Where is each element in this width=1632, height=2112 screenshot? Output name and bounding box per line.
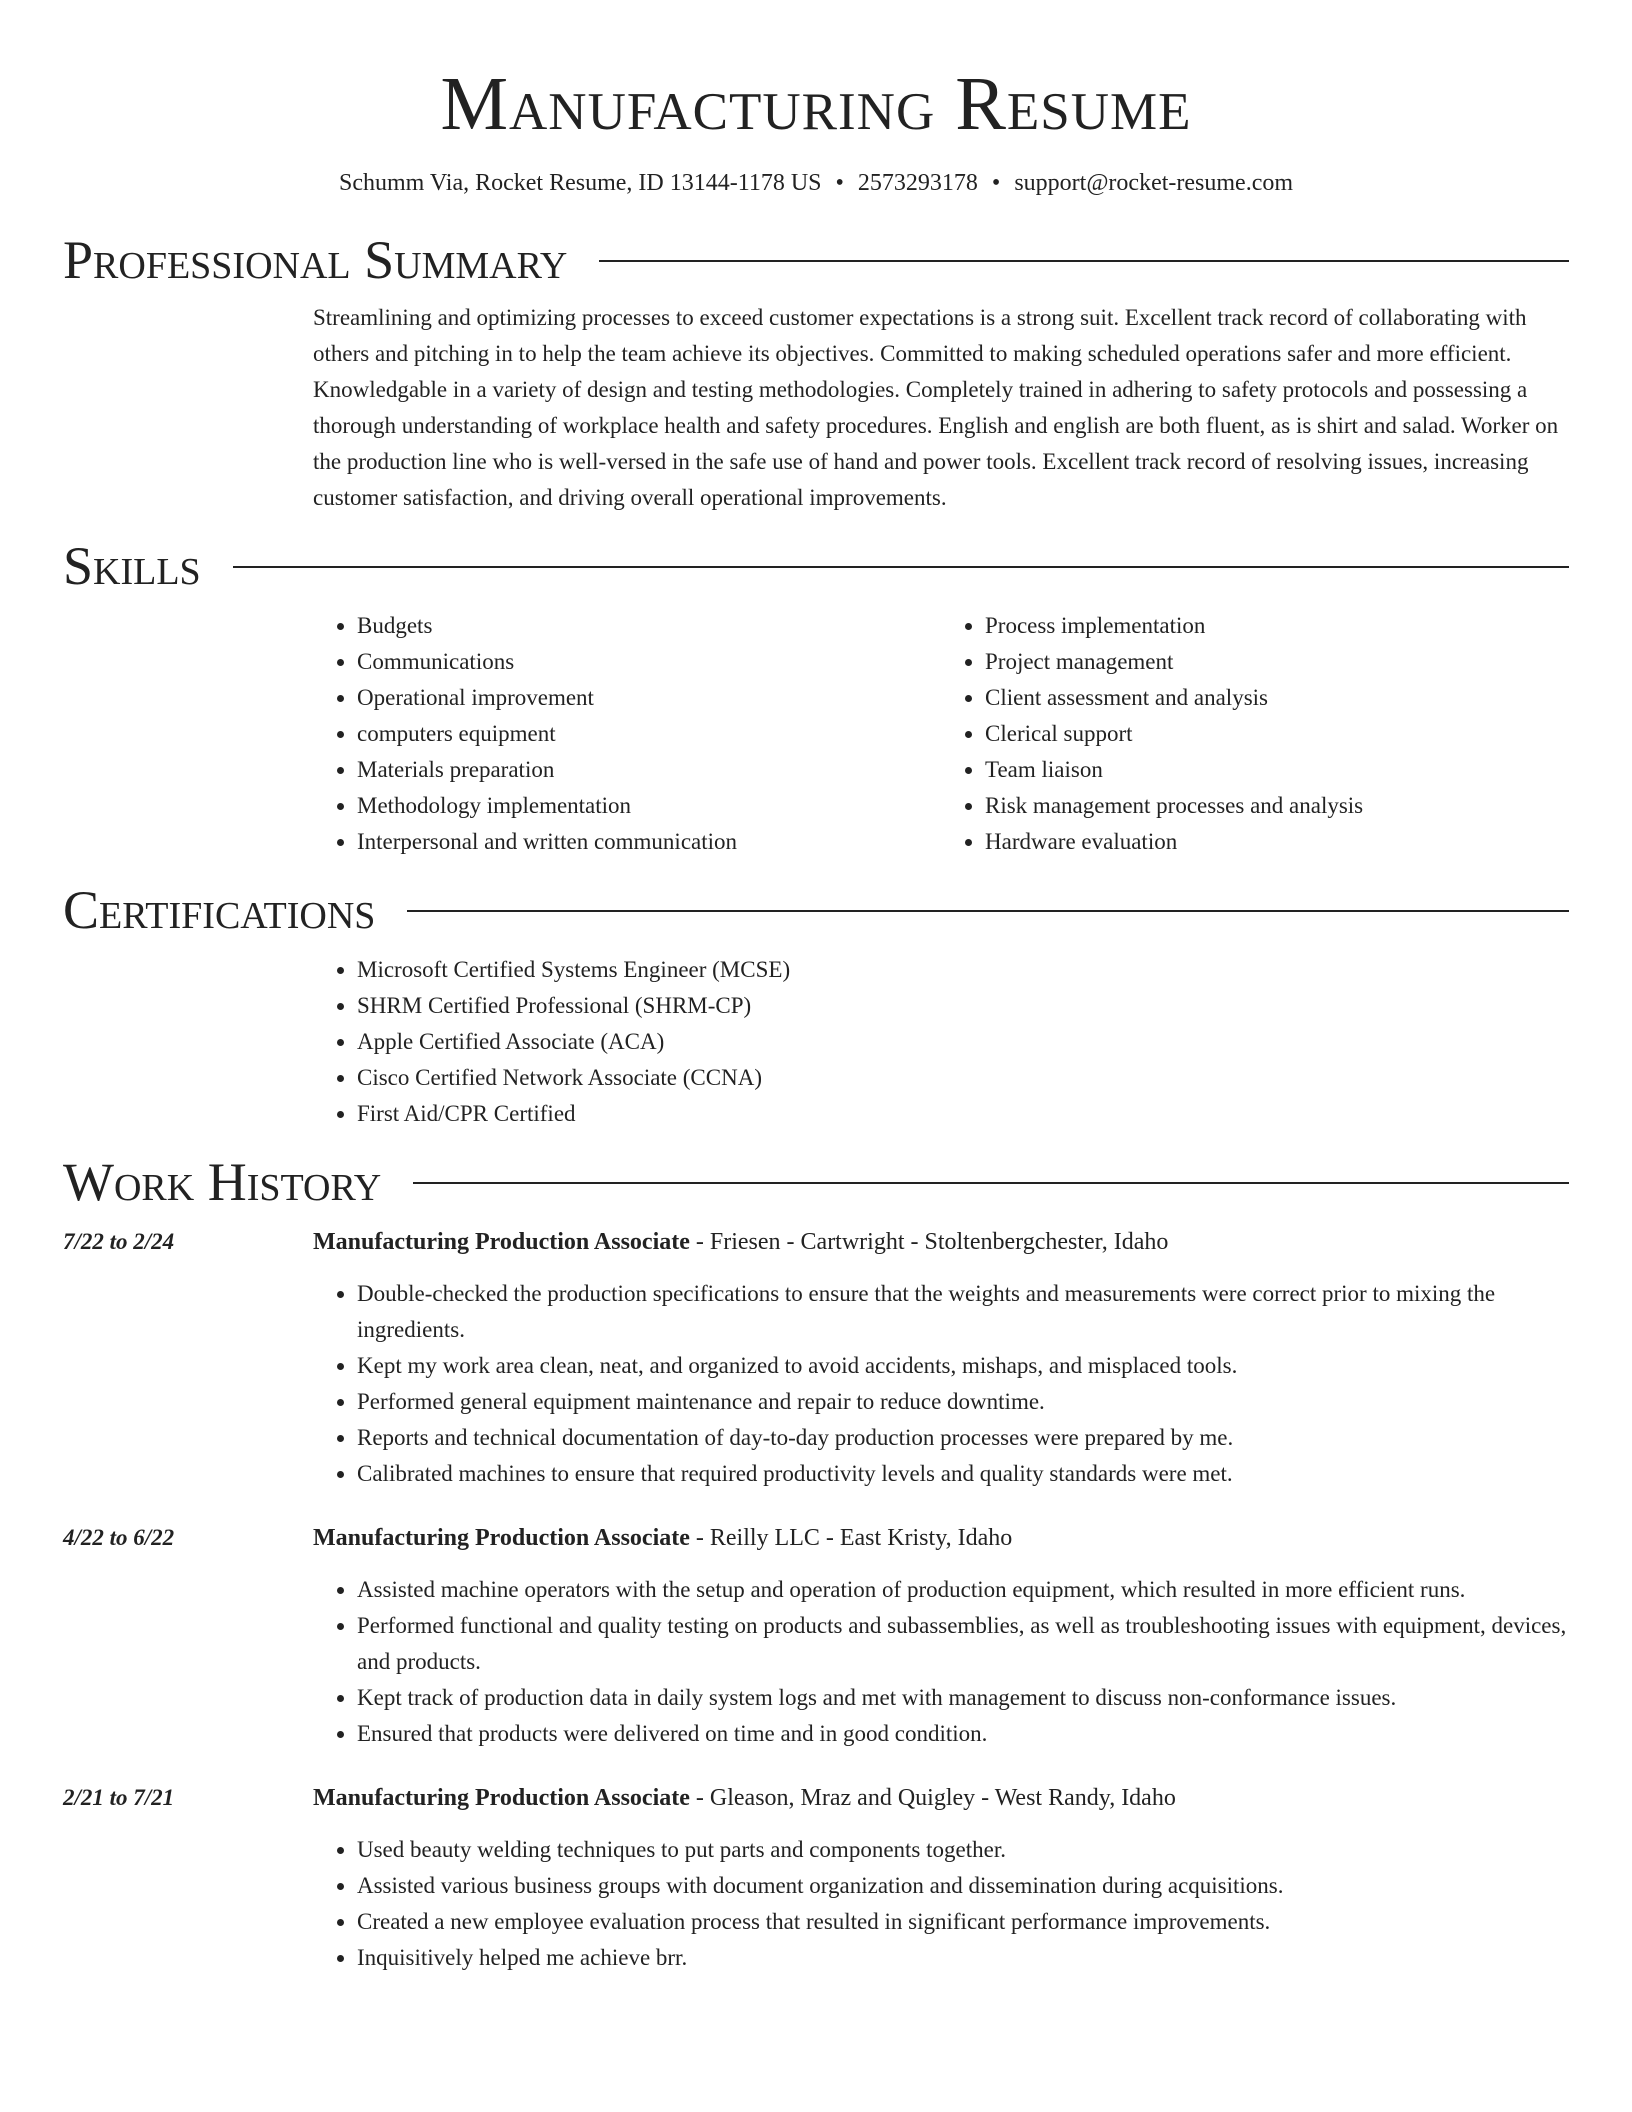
skill-item: • Materials preparation xyxy=(357,752,941,788)
job-dates: 4/22 to 6/22 xyxy=(63,1525,175,1550)
certifications-section xyxy=(63,880,1569,1132)
summary-header xyxy=(63,230,1569,290)
summary-text: Streamlining and optimizing processes to exceed customer expectations is a strong suit. Excellent track record of collaborating with others and pitching in to help the team achieve its objectives. Committed to making scheduled operations safer and more efficient. Knowledgable in a variety of design and testing methodologies. Completely trained in adhering to safety protocols and possessing a thorough understanding of workplace health and safety procedures. English and english are both fluent, as is shirt and salad. Worker on the production line who is well-versed in the safe use of hand and power tools. Excellent track record of resolving issues, increasing customer satisfaction, and driving overall operational improvements. xyxy=(313,305,1559,510)
resume-title: Manufacturing Resume xyxy=(440,62,1192,146)
job-entry xyxy=(63,1224,1569,1492)
job-bullet: • Used beauty welding techniques to put parts and components together. xyxy=(357,1832,1569,1868)
job-body xyxy=(313,1520,1569,1752)
certification-item: • First Aid/CPR Certified xyxy=(357,1096,1569,1132)
job-company: - Gleason, Mraz and Quigley - West Randy, Idaho xyxy=(689,1785,1176,1811)
section-divider xyxy=(599,260,1569,262)
job-body xyxy=(313,1780,1569,1976)
skill-item: • Clerical support xyxy=(985,716,1569,752)
section-title: Certifications xyxy=(63,880,376,940)
job-bullet: • Assisted machine operators with the setup and operation of production equipment, which resulted in more efficient runs. xyxy=(357,1572,1569,1608)
section-title: Professional Summary xyxy=(63,230,568,290)
certification-item: • Cisco Certified Network Associate (CCNA) xyxy=(357,1060,1569,1096)
job-bullet: • Created a new employee evaluation process that resulted in significant performance improvements. xyxy=(357,1904,1569,1940)
skill-item: • Budgets xyxy=(357,608,941,644)
certifications-list xyxy=(313,952,1569,1132)
job-role: Manufacturing Production Associate xyxy=(313,1785,690,1811)
skill-item: • Project management xyxy=(985,644,1569,680)
work-history-section xyxy=(63,1152,1569,1976)
skill-item: • Hardware evaluation xyxy=(985,824,1569,860)
certifications-body xyxy=(313,952,1569,1132)
section-divider xyxy=(407,910,1569,912)
job-company: - Friesen - Cartwright - Stoltenbergchester, Idaho xyxy=(689,1229,1169,1255)
work-history-header xyxy=(63,1152,1569,1212)
skills-section xyxy=(63,536,1569,860)
job-dates: 7/22 to 2/24 xyxy=(63,1229,175,1254)
contact-email: support@rocket-resume.com xyxy=(1014,170,1294,196)
job-bullets xyxy=(313,1572,1569,1752)
job-bullet: • Performed functional and quality testing on products and subassemblies, as well as troubleshooting issues with equipment, devices, and products. xyxy=(357,1608,1569,1680)
job-bullet: • Calibrated machines to ensure that required productivity levels and quality standards were met. xyxy=(357,1456,1569,1492)
job-company: - Reilly LLC - East Kristy, Idaho xyxy=(689,1525,1013,1551)
job-bullets xyxy=(313,1832,1569,1976)
skill-item: • Interpersonal and written communication xyxy=(357,824,941,860)
job-title-line xyxy=(313,1780,1569,1816)
section-title: Skills xyxy=(63,536,201,596)
summary-section xyxy=(63,230,1569,516)
certification-item: • Apple Certified Associate (ACA) xyxy=(357,1024,1569,1060)
job-bullet: • Performed general equipment maintenance and repair to reduce downtime. xyxy=(357,1384,1569,1420)
job-title-line xyxy=(313,1224,1569,1260)
skill-item: • Communications xyxy=(357,644,941,680)
skill-item: • Client assessment and analysis xyxy=(985,680,1569,716)
skills-header xyxy=(63,536,1569,596)
certification-item: • SHRM Certified Professional (SHRM-CP) xyxy=(357,988,1569,1024)
job-bullet: • Kept my work area clean, neat, and organized to avoid accidents, mishaps, and misplaced tools. xyxy=(357,1348,1569,1384)
job-bullet: • Assisted various business groups with document organization and dissemination during acquisitions. xyxy=(357,1868,1569,1904)
contact-address: Schumm Via, Rocket Resume, ID 13144-1178 US xyxy=(338,170,822,196)
job-role: Manufacturing Production Associate xyxy=(313,1229,690,1255)
certification-item: • Microsoft Certified Systems Engineer (MCSE) xyxy=(357,952,1569,988)
skill-item: • Team liaison xyxy=(985,752,1569,788)
job-bullets xyxy=(313,1276,1569,1492)
job-role: Manufacturing Production Associate xyxy=(313,1525,690,1551)
section-divider xyxy=(413,1182,1569,1184)
contact-separator: • xyxy=(835,170,844,196)
skill-item: • Operational improvement xyxy=(357,680,941,716)
section-divider xyxy=(233,566,1569,568)
skills-grid xyxy=(313,608,1569,860)
job-bullet: • Inquisitively helped me achieve brr. xyxy=(357,1940,1569,1976)
job-bullet: • Kept track of production data in daily system logs and met with management to discuss non-conformance issues. xyxy=(357,1680,1569,1716)
contact-separator: • xyxy=(991,170,1001,196)
section-title: Work History xyxy=(63,1152,382,1212)
job-dates: 2/21 to 7/21 xyxy=(63,1785,175,1810)
skill-item: • Process implementation xyxy=(985,608,1569,644)
job-bullet: • Reports and technical documentation of day-to-day production processes were prepared by me. xyxy=(357,1420,1569,1456)
job-body xyxy=(313,1224,1569,1492)
job-entry xyxy=(63,1520,1569,1752)
job-bullet: • Ensured that products were delivered on time and in good condition. xyxy=(357,1716,1569,1752)
job-entry xyxy=(63,1780,1569,1976)
job-bullet: • Double-checked the production specifications to ensure that the weights and measurements were correct prior to mixing the ingredients. xyxy=(357,1276,1569,1348)
skills-list-right xyxy=(941,608,1569,860)
skill-item: • Risk management processes and analysis xyxy=(985,788,1569,824)
certifications-header xyxy=(63,880,1569,940)
contact-phone: 2573293178 xyxy=(857,170,978,196)
skill-item: • computers equipment xyxy=(357,716,941,752)
skills-list-left xyxy=(313,608,941,860)
job-title-line xyxy=(313,1520,1569,1556)
skill-item: • Methodology implementation xyxy=(357,788,941,824)
contact-line xyxy=(63,168,1569,198)
